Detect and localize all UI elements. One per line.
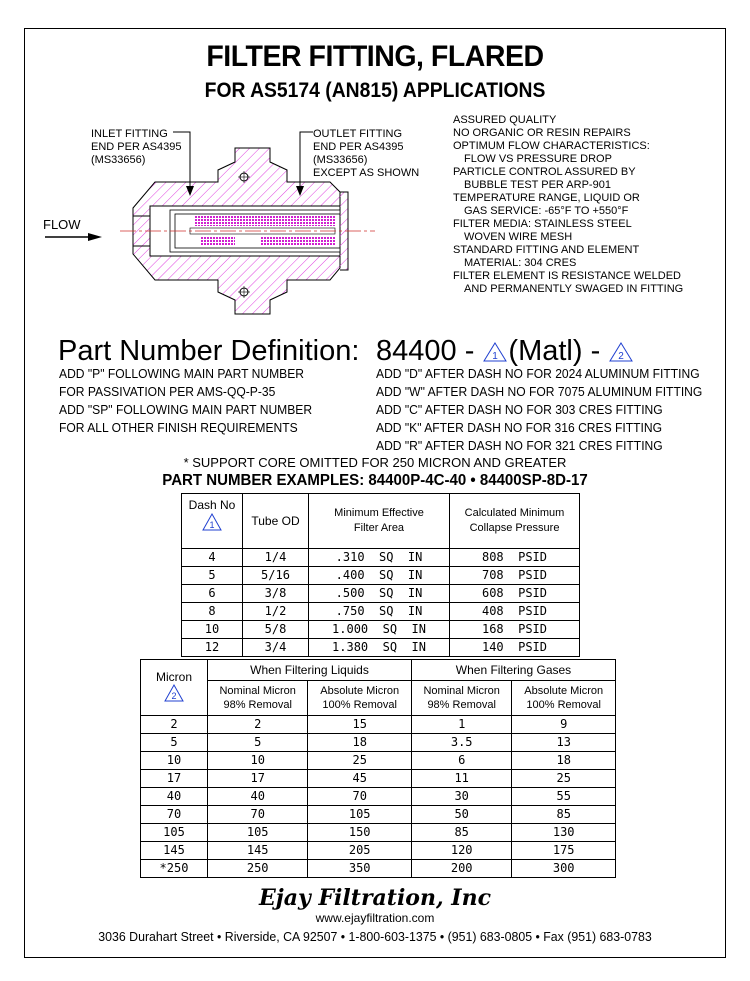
material-note: ADD "C" AFTER DASH NO FOR 303 CRES FITTING [376, 402, 663, 417]
table-row [182, 639, 580, 657]
dash-number-table [181, 493, 580, 657]
table-cell: 6 [182, 585, 243, 603]
table-row [182, 549, 580, 567]
feature-item: NO ORGANIC OR RESIN REPAIRS [453, 127, 631, 139]
table-cell: 55 [512, 788, 616, 806]
support-core-note: * SUPPORT CORE OMITTED FOR 250 MICRON AND GREATER [183, 455, 567, 470]
table-cell: 30 [411, 788, 511, 806]
note-2-number: 2 [618, 351, 625, 363]
table-cell: 120 [411, 842, 511, 860]
table-cell: 5 [141, 734, 208, 752]
table-row [141, 770, 616, 788]
table-cell: 13 [512, 734, 616, 752]
table-cell: 408 PSID [450, 603, 580, 621]
collapse-pressure-header: Calculated Minimum Collapse Pressure [450, 494, 580, 549]
feature-item: GAS SERVICE: -65°F TO +550°F [464, 205, 629, 217]
features-list [453, 114, 683, 296]
finish-note: ADD "P" FOLLOWING MAIN PART NUMBER [59, 366, 305, 381]
feature-item: MATERIAL: 304 CRES [464, 257, 577, 269]
company-name: Ejay Filtration, Inc [259, 885, 491, 911]
table-cell: 608 PSID [450, 585, 580, 603]
table-cell: 168 PSID [450, 621, 580, 639]
table-cell: 11 [411, 770, 511, 788]
table-cell: 17 [141, 770, 208, 788]
table-cell: 4 [182, 549, 243, 567]
table-cell: .400 SQ IN [309, 567, 450, 585]
table-cell: 1.000 SQ IN [309, 621, 450, 639]
table-cell: 350 [308, 860, 412, 878]
table-row [182, 585, 580, 603]
note-1-number: 1 [492, 351, 499, 363]
micron-rating-table [140, 659, 616, 878]
material-note: ADD "D" AFTER DASH NO FOR 2024 ALUMINUM FITTING [376, 366, 700, 381]
table-cell: 130 [512, 824, 616, 842]
table-cell: 1 [411, 716, 511, 734]
code-material: (Matl) - [508, 335, 601, 367]
filter-mesh-element [190, 216, 335, 246]
table-row [141, 734, 616, 752]
feature-item: ASSURED QUALITY [453, 114, 557, 126]
table-cell: 105 [208, 824, 308, 842]
page-subtitle: FOR AS5174 (AN815) APPLICATIONS [204, 79, 546, 102]
table-cell: 85 [411, 824, 511, 842]
table-cell: 300 [512, 860, 616, 878]
table-cell: 3.5 [411, 734, 511, 752]
material-note: ADD "W" AFTER DASH NO FOR 7075 ALUMINUM FITTING [376, 384, 703, 399]
company-website-link[interactable]: www.ejayfiltration.com [315, 911, 435, 925]
liquids-header: When Filtering Liquids [208, 660, 412, 681]
note-1-triangle-icon [482, 341, 508, 363]
page-title: FILTER FITTING, FLARED [206, 40, 544, 73]
table-cell: 145 [141, 842, 208, 860]
table-cell: 150 [308, 824, 412, 842]
table-cell: 145 [208, 842, 308, 860]
table-cell: .310 SQ IN [309, 549, 450, 567]
material-notes [376, 365, 702, 455]
table-cell: 8 [182, 603, 243, 621]
table-cell: 12 [182, 639, 243, 657]
finish-note: FOR PASSIVATION PER AMS-QQ-P-35 [59, 384, 276, 399]
table-cell: 5/8 [243, 621, 309, 639]
liquid-nominal-header: Nominal Micron 98% Removal [208, 681, 308, 716]
flow-label: FLOW [43, 217, 81, 232]
table-header-row [182, 494, 580, 549]
table-cell: 1.380 SQ IN [309, 639, 450, 657]
table-cell: 18 [512, 752, 616, 770]
table-cell: 3/4 [243, 639, 309, 657]
note-2-number: 2 [171, 691, 177, 701]
tube-od-header: Tube OD [243, 494, 309, 549]
table-cell: 17 [208, 770, 308, 788]
flow-arrow-icon [45, 233, 102, 241]
table-cell: 105 [308, 806, 412, 824]
table-row [141, 806, 616, 824]
dash-no-header: Dash No 1 [182, 494, 243, 549]
table-row [141, 788, 616, 806]
table-cell: *250 [141, 860, 208, 878]
feature-item: FILTER ELEMENT IS RESISTANCE WELDED [453, 270, 681, 282]
table-cell: 808 PSID [450, 549, 580, 567]
table-row [182, 621, 580, 639]
table-cell: 175 [512, 842, 616, 860]
table-cell: 708 PSID [450, 567, 580, 585]
table-cell: 18 [308, 734, 412, 752]
table-subheader-row [141, 681, 616, 716]
table-cell: .500 SQ IN [309, 585, 450, 603]
table-row [182, 567, 580, 585]
feature-item: TEMPERATURE RANGE, LIQUID OR [453, 192, 640, 204]
note-2-triangle-icon [608, 341, 634, 363]
table-header-row [141, 660, 616, 681]
table-cell: 200 [411, 860, 511, 878]
table-cell: 10 [141, 752, 208, 770]
table-cell: 2 [141, 716, 208, 734]
feature-item: STANDARD FITTING AND ELEMENT [453, 244, 640, 256]
table-cell: 1/2 [243, 603, 309, 621]
feature-item: OPTIMUM FLOW CHARACTERISTICS: [453, 140, 650, 152]
filter-area-header: Minimum Effective Filter Area [309, 494, 450, 549]
table-cell: 105 [141, 824, 208, 842]
table-cell: 40 [141, 788, 208, 806]
table-cell: 70 [208, 806, 308, 824]
feature-item: FLOW VS PRESSURE DROP [464, 153, 612, 165]
table-cell: 205 [308, 842, 412, 860]
table-cell: 45 [308, 770, 412, 788]
table-cell: 15 [308, 716, 412, 734]
feature-item: BUBBLE TEST PER ARP-901 [464, 179, 611, 191]
feature-item: PARTICLE CONTROL ASSURED BY [453, 166, 636, 178]
table-cell: .750 SQ IN [309, 603, 450, 621]
inlet-fitting-label: INLET FITTING END PER AS4395 (MS33656) [91, 128, 182, 166]
material-note: ADD "R" AFTER DASH NO FOR 321 CRES FITTING [376, 438, 663, 453]
table-cell: 250 [208, 860, 308, 878]
part-number-definition-label: Part Number Definition: [58, 335, 360, 367]
table-cell: 9 [512, 716, 616, 734]
table-cell: 50 [411, 806, 511, 824]
feature-item: WOVEN WIRE MESH [464, 231, 573, 243]
table-cell: 5 [208, 734, 308, 752]
table-cell: 85 [512, 806, 616, 824]
finish-note: FOR ALL OTHER FINISH REQUIREMENTS [59, 420, 298, 435]
table-cell: 2 [208, 716, 308, 734]
table-row [141, 824, 616, 842]
micron-header: Micron 2 [141, 660, 208, 716]
table-cell: 5/16 [243, 567, 309, 585]
table-cell: 70 [308, 788, 412, 806]
table-row [141, 752, 616, 770]
part-number-examples: PART NUMBER EXAMPLES: 84400P-4C-40 • 84400SP-8D-17 [162, 472, 588, 489]
finish-note: ADD "SP" FOLLOWING MAIN PART NUMBER [59, 402, 313, 417]
note-1-triangle-icon [202, 513, 222, 531]
liquid-absolute-header: Absolute Micron 100% Removal [308, 681, 412, 716]
feature-item: FILTER MEDIA: STAINLESS STEEL [453, 218, 632, 230]
outlet-fitting-label: OUTLET FITTING END PER AS4395 (MS33656) EXCEPT AS SHOWN [313, 128, 420, 179]
table-cell: 5 [182, 567, 243, 585]
company-address: 3036 Durahart Street • Riverside, CA 92507 • 1-800-603-1375 • (951) 683-0805 • Fax (951) 683-0783 [98, 929, 652, 944]
table-cell: 3/8 [243, 585, 309, 603]
table-cell: 1/4 [243, 549, 309, 567]
table-cell: 6 [411, 752, 511, 770]
gases-header: When Filtering Gases [411, 660, 615, 681]
table-cell: 25 [308, 752, 412, 770]
table-row [141, 842, 616, 860]
table-cell: 25 [512, 770, 616, 788]
gas-nominal-header: Nominal Micron 98% Removal [411, 681, 511, 716]
gas-absolute-header: Absolute Micron 100% Removal [512, 681, 616, 716]
table-row [141, 860, 616, 878]
table-row [182, 603, 580, 621]
part-number-code [376, 335, 634, 368]
material-note: ADD "K" AFTER DASH NO FOR 316 CRES FITTING [376, 420, 663, 435]
table-cell: 70 [141, 806, 208, 824]
note-2-triangle-icon [164, 684, 184, 702]
note-1-number: 1 [209, 520, 215, 530]
table-cell: 140 PSID [450, 639, 580, 657]
table-cell: 10 [208, 752, 308, 770]
code-prefix: 84400 - [376, 335, 475, 367]
table-cell: 10 [182, 621, 243, 639]
table-row [141, 716, 616, 734]
feature-item: AND PERMANENTLY SWAGED IN FITTING [464, 283, 684, 295]
table-cell: 40 [208, 788, 308, 806]
finish-notes [59, 365, 312, 437]
